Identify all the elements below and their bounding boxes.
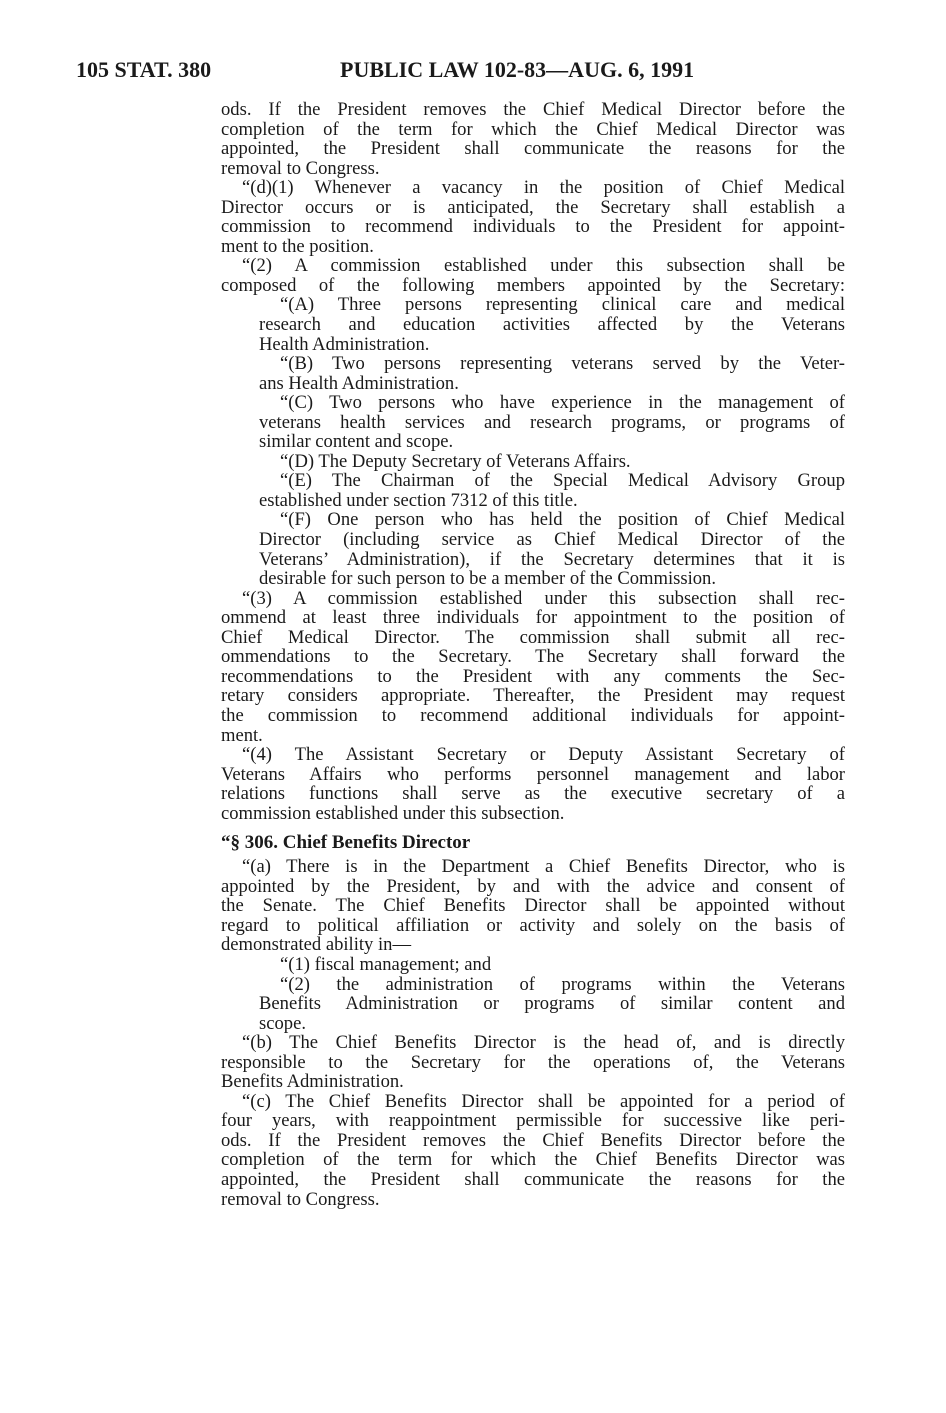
text-line: appointed, the President shall communicate the reasons for the: [221, 138, 845, 160]
section-spacer: [221, 823, 845, 831]
text-line: “(2) A commission established under this subsection shall be: [242, 255, 845, 277]
text-line: the Senate. The Chief Benefits Director shall be appointed without: [221, 895, 845, 917]
text-line: ods. If the President removes the Chief Benefits Director before the: [221, 1129, 845, 1151]
text-line: “(C) Two persons who have experience in the management of: [280, 392, 845, 414]
text-line: Veterans Affairs who performs personnel management and labor: [221, 763, 845, 785]
subsection-d1: [221, 178, 845, 256]
text-line: the commission to recommend additional individuals for appoint-: [221, 704, 845, 726]
text-line: ment.: [221, 724, 263, 746]
text-line: “(c) The Chief Benefits Director shall be appointed for a period of: [242, 1090, 845, 1112]
section-306-subsection-b: [221, 1033, 845, 1092]
text-line: ans Health Administration.: [259, 372, 459, 394]
member-item-c: [221, 393, 845, 452]
text-line: responsible to the Secretary for the operations of, the Veterans: [221, 1051, 845, 1073]
text-line: “(d)(1) Whenever a vacancy in the position of Chief Medical: [242, 177, 845, 199]
text-line: “(2) the administration of programs within the Veterans: [280, 973, 845, 995]
text-line: Health Administration.: [259, 333, 430, 355]
text-line: four years, with reappointment permissible for successive like peri-: [221, 1110, 845, 1132]
text-line: similar content and scope.: [259, 431, 454, 453]
text-line: ods. If the President removes the Chief Medical Director before the: [221, 99, 845, 120]
subsection-d3: [221, 589, 845, 745]
member-item-b: [221, 354, 845, 393]
section-306-item-1: [221, 955, 845, 975]
text-line: Benefits Administration or programs of similar content and: [259, 993, 845, 1015]
running-head-public-law: PUBLIC LAW 102-83—AUG. 6, 1991: [340, 57, 695, 82]
text-line: demonstrated ability in—: [221, 934, 412, 956]
text-line: removal to Congress.: [221, 157, 380, 179]
text-line: composed of the following members appointed by the Secretary:: [221, 274, 845, 296]
text-line: Director (including service as Chief Medical Director of the: [259, 529, 845, 551]
text-line: desirable for such person to be a member of the Commission.: [259, 568, 716, 590]
text-line: scope.: [259, 1012, 306, 1034]
text-line: Director occurs or is anticipated, the Secretary shall establish a: [221, 196, 845, 218]
text-line: removal to Congress.: [221, 1188, 380, 1210]
text-line: “(b) The Chief Benefits Director is the head of, and is directly: [242, 1032, 845, 1054]
subsection-d2: [221, 256, 845, 295]
section-306-subsection-a: [221, 857, 845, 955]
text-line: appointed, the President shall communicate the reasons for the: [221, 1168, 845, 1190]
stat-page-reference: 105 STAT. 380: [76, 57, 212, 82]
member-item-a: [221, 295, 845, 354]
text-line: recommendations to the President with any comments the Sec-: [221, 665, 845, 687]
member-item-f: [221, 510, 845, 588]
text-line: appointed by the President, by and with the advice and consent of: [221, 875, 845, 897]
text-line: relations functions shall serve as the executive secretary of a: [221, 783, 845, 805]
text-line: ment to the position.: [221, 235, 374, 257]
section-heading: “§ 306. Chief Benefits Director: [221, 832, 471, 854]
text-line: research and education activities affected by the Veterans: [259, 314, 845, 336]
text-line: completion of the term for which the Chief Medical Director was: [221, 118, 845, 140]
text-line: “(F) One person who has held the position of Chief Medical: [280, 509, 845, 531]
text-line: established under section 7312 of this title.: [259, 489, 578, 511]
member-item-e: [221, 471, 845, 510]
text-line: ommend at least three individuals for appointment to the position of: [221, 607, 845, 629]
text-line: Benefits Administration.: [221, 1071, 404, 1093]
member-item-d: [221, 452, 845, 472]
text-line: ommendations to the Secretary. The Secretary shall forward the: [221, 646, 845, 668]
subsection-d4: [221, 745, 845, 823]
section-306-item-2: [221, 975, 845, 1034]
text-line: commission established under this subsection.: [221, 802, 565, 824]
text-line: “(a) There is in the Department a Chief Benefits Director, who is: [242, 856, 845, 878]
text-line: completion of the term for which the Chief Benefits Director was: [221, 1149, 845, 1171]
text-line: regard to political affiliation or activity and solely on the basis of: [221, 914, 845, 936]
text-line: Chief Medical Director. The commission shall submit all rec-: [221, 626, 845, 648]
text-line: “(D) The Deputy Secretary of Veterans Affairs.: [280, 450, 631, 472]
text-line: “(E) The Chairman of the Special Medical Advisory Group: [280, 470, 845, 492]
text-line: “(4) The Assistant Secretary or Deputy Assistant Secretary of: [242, 744, 845, 766]
document-body: [221, 100, 845, 1209]
continuation-paragraph: [221, 100, 845, 178]
text-line: veterans health services and research programs, or programs of: [259, 411, 845, 433]
text-line: retary considers appropriate. Thereafter, the President may request: [221, 685, 845, 707]
text-line: “(A) Three persons representing clinical care and medical: [280, 294, 845, 316]
text-line: “(B) Two persons representing veterans served by the Veter-: [280, 353, 845, 375]
section-306-subsection-c: [221, 1092, 845, 1209]
text-line: “(1) fiscal management; and: [280, 953, 492, 975]
text-line: commission to recommend individuals to the President for appoint-: [221, 216, 845, 238]
text-line: Veterans’ Administration), if the Secretary determines that it is: [259, 548, 845, 570]
text-line: “(3) A commission established under this subsection shall rec-: [242, 587, 845, 609]
